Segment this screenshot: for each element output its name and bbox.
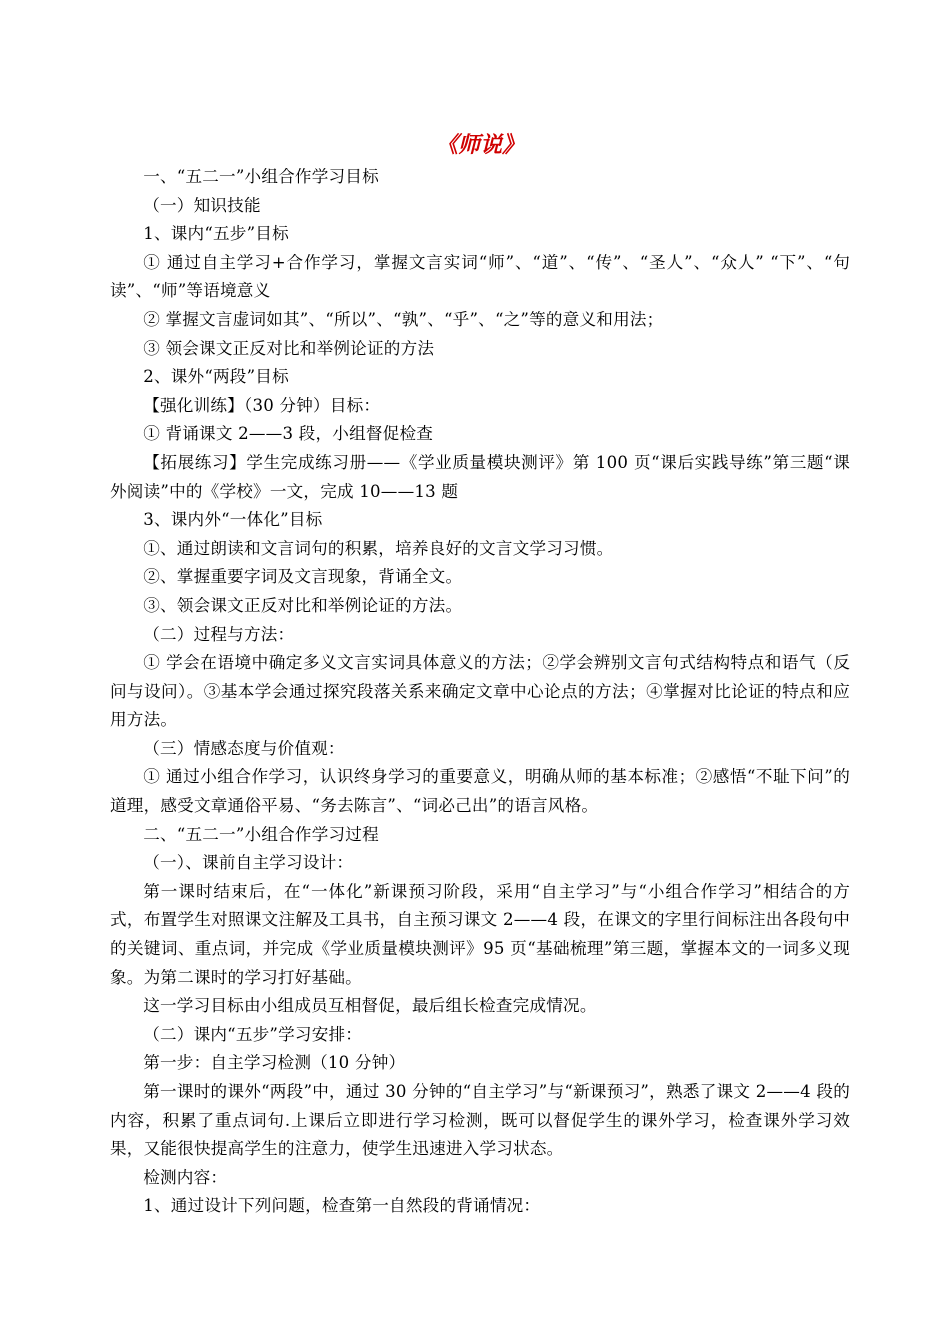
paragraph: ① 通过小组合作学习，认识终身学习的重要意义，明确从师的基本标准；②感悟“不耻下问”的道理，感受文章通俗平易、“务去陈言”、“词必己出”的语言风格。 (110, 767, 850, 816)
paragraph: （一）知识技能 (143, 195, 261, 215)
paragraph: 第一课时结束后，在“一体化”新课预习阶段，采用“自主学习”与“小组合作学习”相结合的方式，布置学生对照课文注解及工具书，自主预习课文 2——4 段，在课文的字里行间标注出各段句中的关键词、重点词，并完成《学业质量模块测评》95 页“基础梳理”第三题，掌握本文的一词多义现象。为第二课时的学习打好基础。 (110, 881, 850, 987)
document-body (110, 163, 850, 1221)
paragraph: ①、通过朗读和文言词句的积累，培养良好的文言文学习习惯。 (143, 538, 614, 558)
paragraph: 二、“五二一”小组合作学习过程 (143, 824, 379, 844)
paragraph: （二）过程与方法： (143, 624, 295, 644)
document-title: 《师说》 (435, 132, 524, 158)
paragraph: （一）、课前自主学习设计： (143, 853, 354, 873)
paragraph: 【强化训练】（30 分钟）目标： (143, 395, 381, 415)
paragraph: （二）课内“五步”学习安排： (143, 1024, 363, 1044)
paragraph: ③ 领会课文正反对比和举例论证的方法 (143, 338, 435, 358)
paragraph: 3、课内外“一体化”目标 (143, 510, 323, 530)
paragraph: 1、通过设计下列问题，检查第一自然段的背诵情况： (143, 1196, 541, 1216)
paragraph: ③、领会课文正反对比和举例论证的方法。 (143, 595, 463, 615)
paragraph: 2、课外“两段”目标 (143, 367, 289, 387)
paragraph: 这一学习目标由小组成员互相督促，最后组长检查完成情况。 (143, 996, 597, 1016)
paragraph: 一、“五二一”小组合作学习目标 (143, 167, 379, 186)
paragraph: ② 掌握文言虚词如其”、“所以”、“孰”、“乎”、“之”等的意义和用法； (143, 309, 664, 329)
paragraph: 1、课内“五步”目标 (143, 224, 289, 244)
paragraph: （三）情感态度与价值观： (143, 738, 345, 758)
paragraph: 第一步：自主学习检测（10 分钟） (143, 1053, 406, 1073)
paragraph: 【拓展练习】学生完成练习册——《学业质量模块测评》第 100 页“课后实践导练”第三题“课外阅读”中的《学校》一文，完成 10——13 题 (110, 452, 850, 501)
paragraph: ②、掌握重要字词及文言现象，背诵全文。 (143, 567, 463, 587)
paragraph: ① 通过自主学习+合作学习，掌握文言实词“师”、“道”、“传”、“圣人”、“众人” “下”、“句读”、“师”等语境意义 (110, 252, 850, 301)
paragraph: ① 背诵课文 2——3 段，小组督促检查 (143, 424, 434, 444)
paragraph: ① 学会在语境中确定多义文言实词具体意义的方法；②学会辨别文言句式结构特点和语气（反问与设问）。③基本学会通过探究段落关系来确定文章中心论点的方法；④掌握对比论证的特点和应用方法。 (110, 653, 850, 730)
paragraph: 第一课时的课外“两段”中，通过 30 分钟的“自主学习”与“新课预习”，熟悉了课文 2——4 段的内容，积累了重点词句.上课后立即进行学习检测，既可以督促学生的课外学习，检查课外学习效果，又能很快提高学生的注意力，使学生迅速进入学习状态。 (110, 1082, 850, 1159)
paragraph: 检测内容： (143, 1167, 228, 1187)
